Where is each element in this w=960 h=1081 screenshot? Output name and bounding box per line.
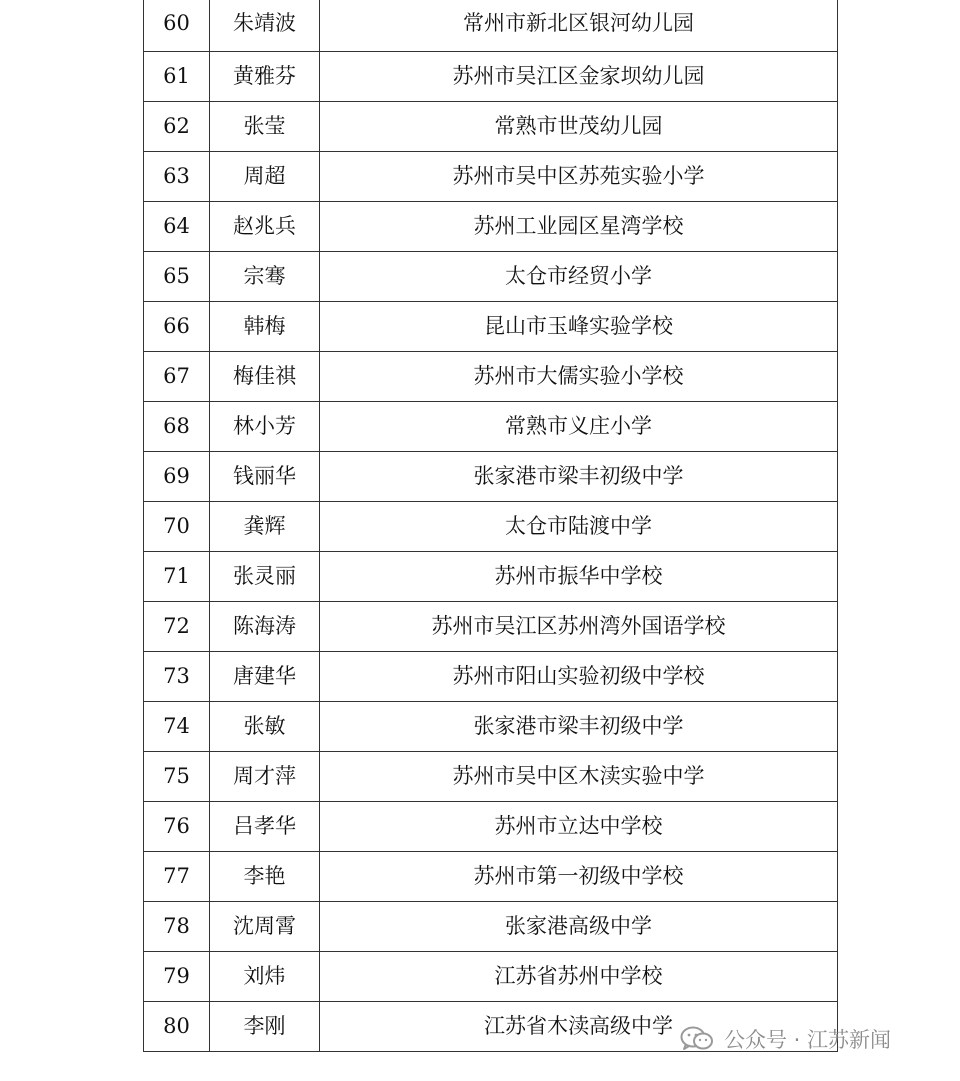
row-name-cell: 梅佳祺 [210, 352, 320, 402]
row-number-cell: 62 [144, 102, 210, 152]
row-name-cell: 李艳 [210, 852, 320, 902]
table-row [144, 952, 838, 1002]
table-row [144, 152, 838, 202]
row-number-cell: 76 [144, 802, 210, 852]
row-school-cell: 常熟市世茂幼儿园 [320, 102, 838, 152]
table-row [144, 1002, 838, 1052]
table-row [144, 802, 838, 852]
row-number-cell: 73 [144, 652, 210, 702]
row-school-cell: 常州市新北区银河幼儿园 [320, 0, 838, 52]
row-school-cell: 苏州市大儒实验小学校 [320, 352, 838, 402]
row-name-cell: 张敏 [210, 702, 320, 752]
row-name-cell: 朱靖波 [210, 0, 320, 52]
row-number-cell: 65 [144, 252, 210, 302]
row-school-cell: 常熟市义庄小学 [320, 402, 838, 452]
row-name-cell: 黄雅芬 [210, 52, 320, 102]
table-row [144, 902, 838, 952]
row-school-cell: 苏州市吴中区苏苑实验小学 [320, 152, 838, 202]
row-school-cell: 苏州市立达中学校 [320, 802, 838, 852]
row-number-cell: 61 [144, 52, 210, 102]
row-school-cell: 苏州工业园区星湾学校 [320, 202, 838, 252]
row-school-cell: 张家港高级中学 [320, 902, 838, 952]
row-school-cell: 苏州市振华中学校 [320, 552, 838, 602]
table-row [144, 102, 838, 152]
row-name-cell: 周才萍 [210, 752, 320, 802]
row-number-cell: 68 [144, 402, 210, 452]
row-name-cell: 钱丽华 [210, 452, 320, 502]
row-name-cell: 张莹 [210, 102, 320, 152]
row-name-cell: 张灵丽 [210, 552, 320, 602]
row-number-cell: 72 [144, 602, 210, 652]
table-row [144, 402, 838, 452]
row-school-cell: 苏州市吴江区金家坝幼儿园 [320, 52, 838, 102]
row-school-cell: 太仓市陆渡中学 [320, 502, 838, 552]
table-row [144, 552, 838, 602]
roster-table [143, 0, 838, 1052]
row-school-cell: 江苏省苏州中学校 [320, 952, 838, 1002]
row-school-cell: 江苏省木渎高级中学 [320, 1002, 838, 1052]
row-school-cell: 苏州市阳山实验初级中学校 [320, 652, 838, 702]
table-row [144, 652, 838, 702]
table-row [144, 302, 838, 352]
table-row [144, 202, 838, 252]
row-name-cell: 林小芳 [210, 402, 320, 452]
row-number-cell: 79 [144, 952, 210, 1002]
row-number-cell: 69 [144, 452, 210, 502]
row-number-cell: 78 [144, 902, 210, 952]
table-row [144, 0, 838, 52]
row-name-cell: 刘炜 [210, 952, 320, 1002]
row-number-cell: 80 [144, 1002, 210, 1052]
row-number-cell: 71 [144, 552, 210, 602]
row-number-cell: 74 [144, 702, 210, 752]
row-name-cell: 陈海涛 [210, 602, 320, 652]
table-row [144, 52, 838, 102]
row-number-cell: 60 [144, 0, 210, 52]
row-school-cell: 张家港市梁丰初级中学 [320, 452, 838, 502]
row-name-cell: 赵兆兵 [210, 202, 320, 252]
row-number-cell: 67 [144, 352, 210, 402]
row-school-cell: 昆山市玉峰实验学校 [320, 302, 838, 352]
row-name-cell: 李刚 [210, 1002, 320, 1052]
row-number-cell: 66 [144, 302, 210, 352]
row-number-cell: 77 [144, 852, 210, 902]
table-row [144, 852, 838, 902]
row-school-cell: 苏州市吴中区木渎实验中学 [320, 752, 838, 802]
row-name-cell: 吕孝华 [210, 802, 320, 852]
table-row [144, 702, 838, 752]
table-row [144, 502, 838, 552]
roster-table-body [144, 0, 838, 1052]
table-row [144, 452, 838, 502]
row-number-cell: 75 [144, 752, 210, 802]
row-name-cell: 宗骞 [210, 252, 320, 302]
row-school-cell: 苏州市第一初级中学校 [320, 852, 838, 902]
table-row [144, 602, 838, 652]
row-school-cell: 张家港市梁丰初级中学 [320, 702, 838, 752]
row-name-cell: 唐建华 [210, 652, 320, 702]
row-name-cell: 沈周霄 [210, 902, 320, 952]
table-row [144, 352, 838, 402]
row-name-cell: 龚辉 [210, 502, 320, 552]
row-number-cell: 70 [144, 502, 210, 552]
row-school-cell: 太仓市经贸小学 [320, 252, 838, 302]
table-row [144, 252, 838, 302]
row-number-cell: 64 [144, 202, 210, 252]
row-name-cell: 韩梅 [210, 302, 320, 352]
watermark-text: 公众号 · 江苏新闻 [724, 1028, 892, 1052]
row-school-cell: 苏州市吴江区苏州湾外国语学校 [320, 602, 838, 652]
row-name-cell: 周超 [210, 152, 320, 202]
table-row [144, 752, 838, 802]
row-number-cell: 63 [144, 152, 210, 202]
